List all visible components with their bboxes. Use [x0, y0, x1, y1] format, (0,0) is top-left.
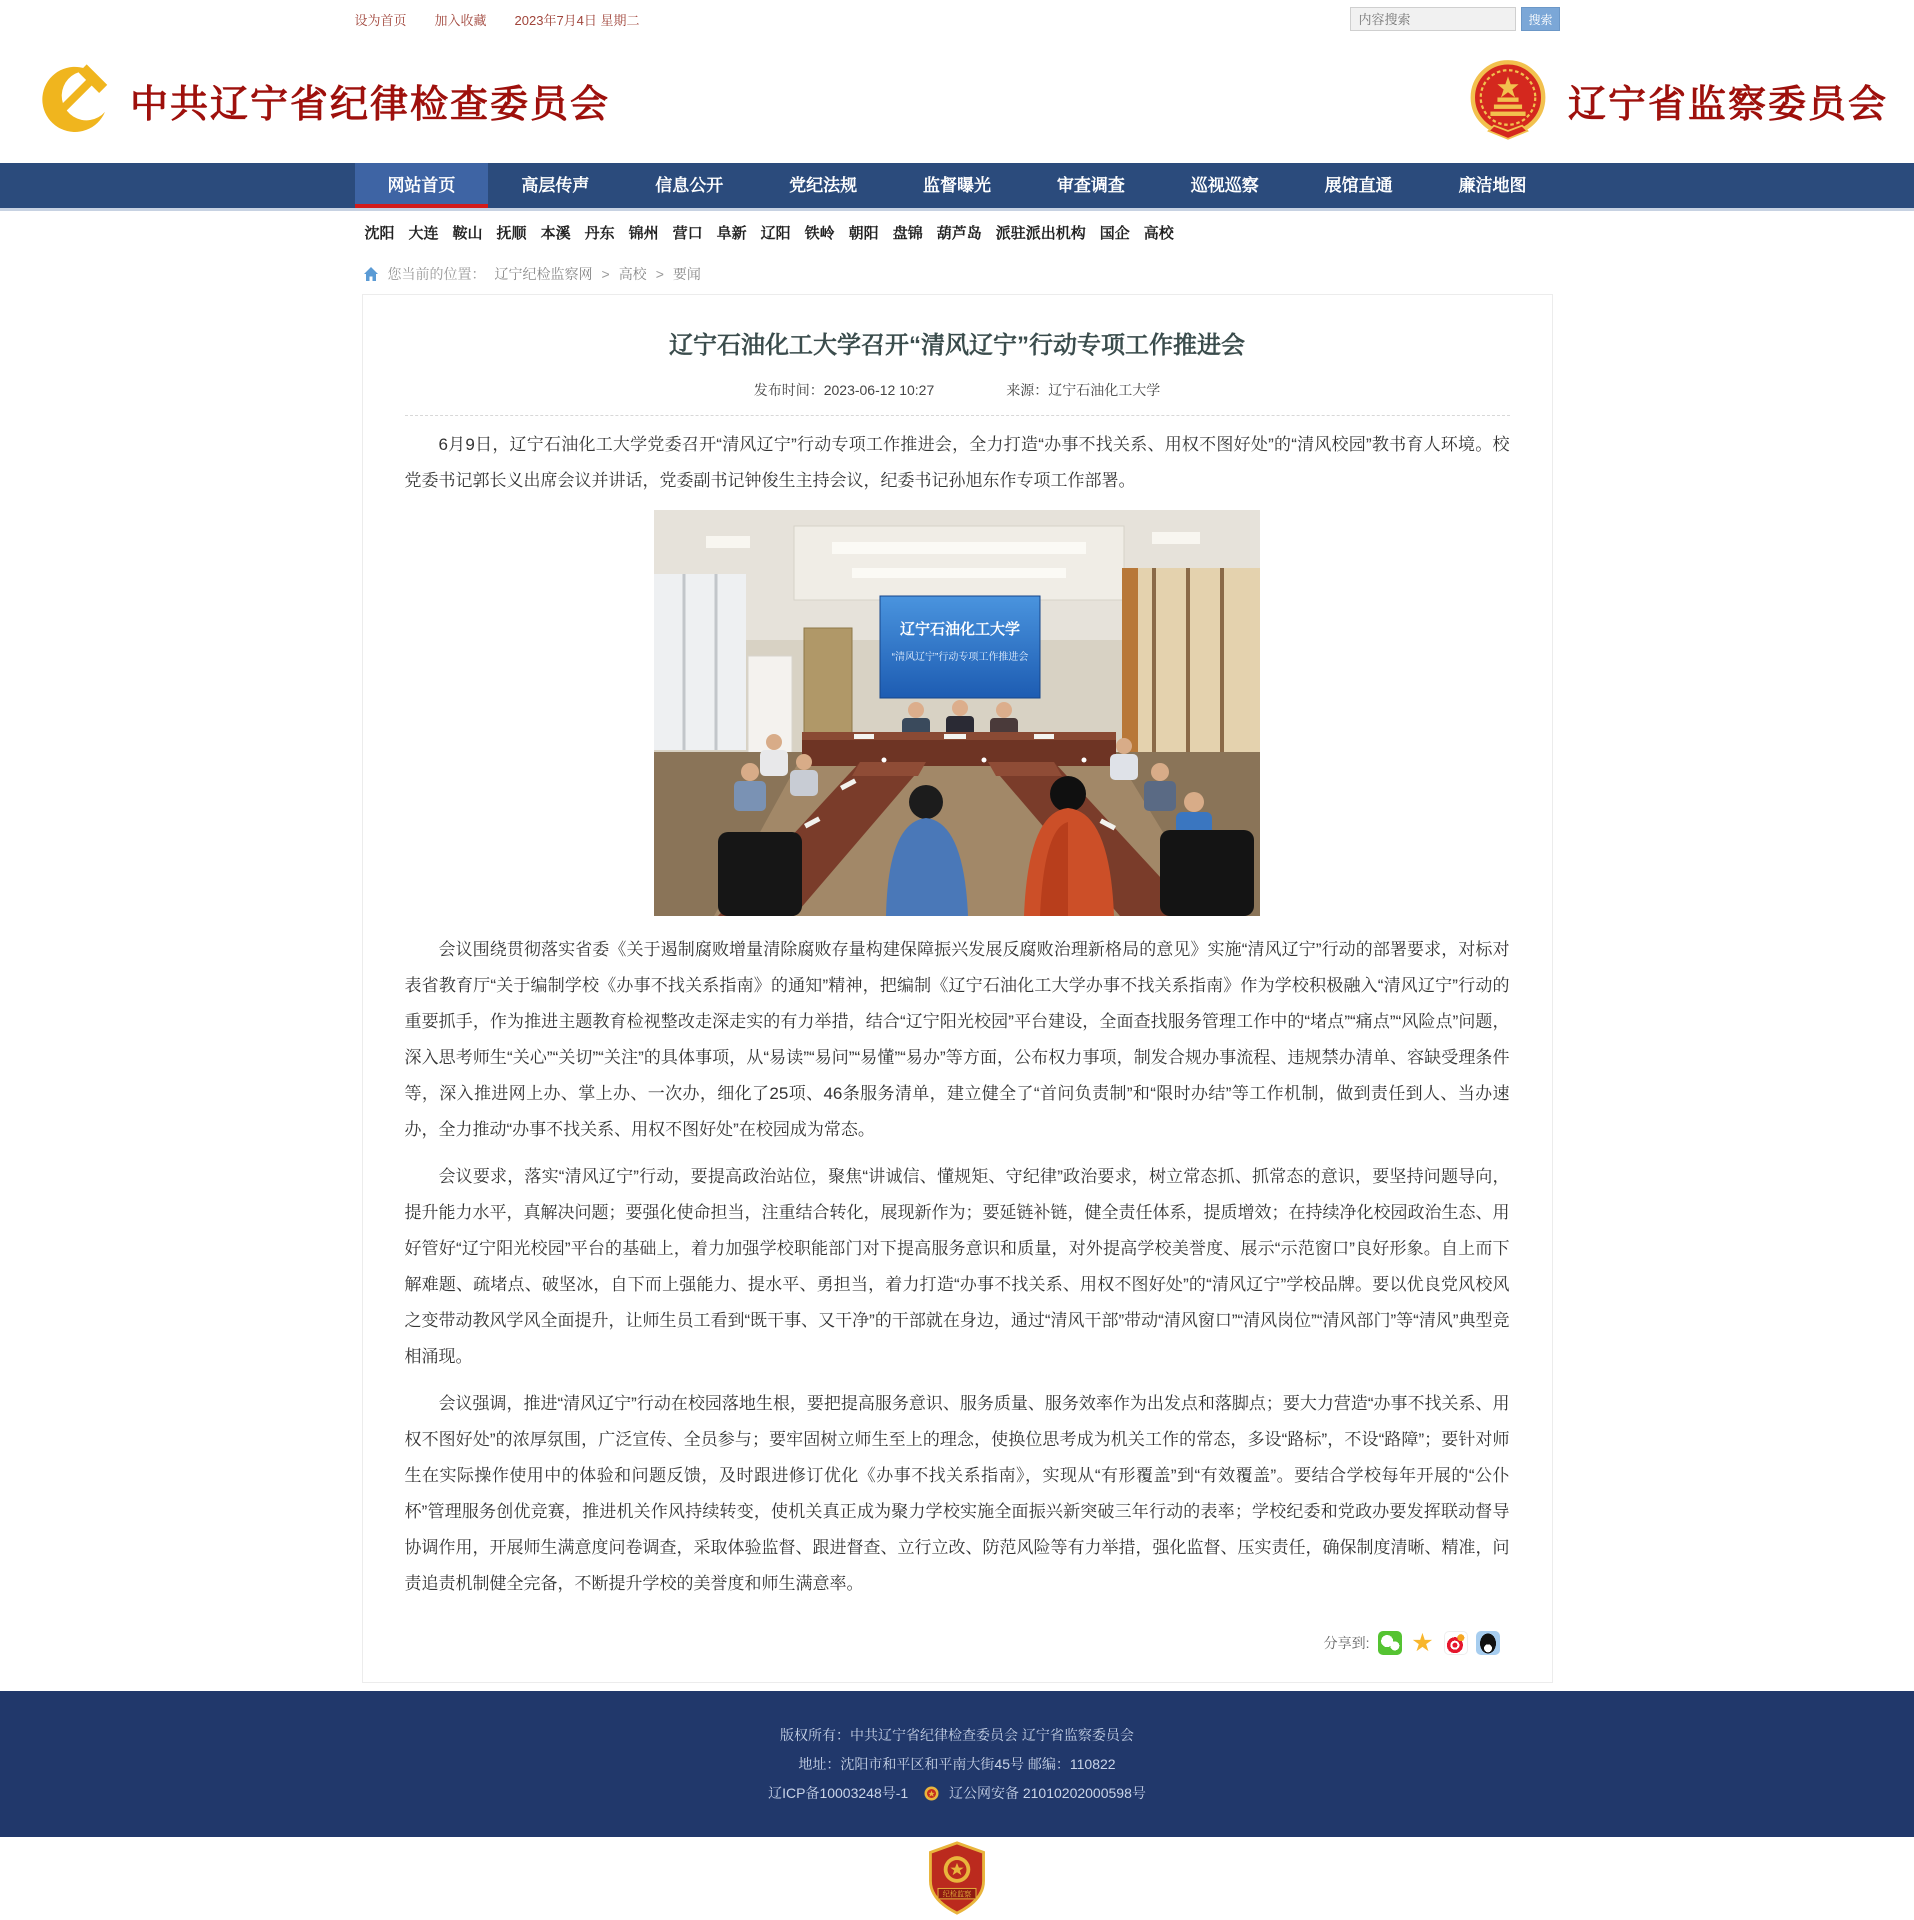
- nav-item-investigations[interactable]: 审查调查: [1056, 176, 1125, 195]
- breadcrumb-prefix: 您当前的位置：: [387, 266, 486, 282]
- nav-item-info-disclosure[interactable]: 信息公开: [655, 176, 724, 195]
- site-title-left: 中共辽宁省纪律检查委员会: [130, 84, 611, 126]
- nav-item-exhibition-hall[interactable]: 展馆直通: [1324, 176, 1393, 195]
- screen-title-line1: 辽宁石油化工大学: [899, 621, 1021, 638]
- wechat-share-icon[interactable]: [1378, 1631, 1402, 1655]
- qq-share-icon[interactable]: [1476, 1631, 1500, 1655]
- footer-copyright: 版权所有：中共辽宁省纪律检查委员会 辽宁省监察委员会: [780, 1727, 1134, 1743]
- subnav-item-fuxin[interactable]: 阜新: [716, 225, 747, 242]
- subnav-item-fushun[interactable]: 抚顺: [496, 225, 527, 242]
- brand-supervisory-commission: [1464, 57, 1888, 145]
- party-emblem-icon: [26, 57, 114, 145]
- discipline-inspection-badge-icon: [926, 1841, 988, 1915]
- article-paragraph: 会议要求，落实“清风辽宁”行动，要提高政治站位，聚焦“讲诚信、懂规矩、守纪律”政治要求，树立常态抓、抓常态的意识，要坚持问题导向，提升能力水平，真解决问题；要强化使命担当，注重结合转化，展现新作为；要延链补链，健全责任体系，提质增效；在持续净化校园政治生态、用好管好“辽宁阳光校园”平台的基础上，着力加强学校职能部门对下提高服务意识和质量，对外提高学校美誉度、展示“示范窗口”良好形象。自上而下解难题、疏堵点、破坚冰，自下而上强能力、提水平、勇担当，着力打造“办事不找关系、用权不图好处”的“清风辽宁”学校品牌。要以优良党风校风之变带动教风学风全面提升，让师生员工看到“既干事、又干净”的干部就在身边，通过“清风干部”带动“清风窗口”“清风岗位”“清风部门”等“清风”典型竞相涌现。: [404, 1167, 1510, 1366]
- subnav-item-yingkou[interactable]: 营口: [672, 225, 703, 242]
- nav-item-voices[interactable]: 高层传声: [521, 176, 590, 195]
- footer-registration: [0, 1782, 1914, 1804]
- article-source: 来源：辽宁石油化工大学: [1006, 382, 1161, 398]
- subnav-item-state-enterprises[interactable]: 国企: [1099, 225, 1130, 242]
- subnav-item-dandong[interactable]: 丹东: [584, 225, 615, 242]
- nav-item-inspection-tours[interactable]: 巡视巡察: [1190, 176, 1259, 195]
- breadcrumb-site[interactable]: 辽宁纪检监察网: [494, 266, 593, 282]
- breadcrumb: [355, 252, 1560, 294]
- subnav-item-huludao[interactable]: 葫芦岛: [936, 225, 982, 242]
- search-button[interactable]: 搜索: [1521, 7, 1559, 31]
- footer-badge-area: [0, 1837, 1914, 1917]
- topbar: [0, 0, 1914, 38]
- article-body: [405, 427, 1510, 1602]
- breadcrumb-separator: >: [601, 266, 610, 282]
- subnav-item-panjin[interactable]: 盘锦: [892, 225, 923, 242]
- share-label: 分享到:: [1323, 1635, 1370, 1651]
- subnav-item-benxi[interactable]: 本溪: [540, 225, 571, 242]
- home-icon: [363, 266, 379, 282]
- breadcrumb-news[interactable]: 要闻: [672, 266, 701, 282]
- police-record-number[interactable]: 辽公网安备 21010202000598号: [948, 1785, 1146, 1801]
- subnav-item-shenyang[interactable]: 沈阳: [364, 225, 395, 242]
- subnav-item-tieling[interactable]: 铁岭: [804, 225, 835, 242]
- subnav-item-dispatched-agencies[interactable]: 派驻派出机构: [995, 225, 1086, 242]
- icp-number[interactable]: 辽ICP备10003248号-1: [768, 1785, 909, 1801]
- article-meta: [405, 380, 1510, 416]
- main-nav: [0, 163, 1914, 211]
- weibo-share-icon[interactable]: [1444, 1631, 1468, 1655]
- conference-room-photo: [654, 510, 1260, 916]
- search-input[interactable]: [1350, 7, 1516, 31]
- site-header: [0, 38, 1914, 163]
- subnav-item-universities[interactable]: 高校: [1143, 225, 1174, 242]
- city-subnav: [355, 211, 1560, 252]
- nav-item-supervision-exposure[interactable]: 监督曝光: [923, 176, 991, 195]
- article: [362, 294, 1553, 1683]
- article-paragraph: 会议强调，推进“清风辽宁”行动在校园落地生根，要把提高服务意识、服务质量、服务效率作为出发点和落脚点；要大力营造“办事不找关系、用权不图好处”的浓厚氛围，广泛宣传、全员参与；要牢固树立师生至上的理念，使换位思考成为机关工作的常态，多设“路标”，不设“路障”；要针对师生在实际操作使用中的体验和问题反馈，及时跟进修订优化《办事不找关系指南》，实现从“有形覆盖”到“有效覆盖”。要结合学校每年开展的“公仆杯”管理服务创优竞赛，推进机关作风持续转变，使机关真正成为聚力学校实施全面振兴新突破三年行动的表率；学校纪委和党政办要发挥联动督导协调作用，开展师生满意度问卷调查，采取体验监督、跟进督查、立行立改、防范风险等有力举措，强化监督、压实责任，确保制度清晰、精准，问责追责机制健全完备，不断提升学校的美誉度和师生满意率。: [404, 1394, 1510, 1593]
- add-favorite-link[interactable]: 加入收藏: [434, 12, 487, 28]
- police-badge-icon: [924, 1786, 939, 1801]
- article-paragraph: 6月9日，辽宁石油化工大学党委召开“清风辽宁”行动专项工作推进会，全力打造“办事不找关系、用权不图好处”的“清风校园”教书育人环境。校党委书记郭长义出席会议并讲话，党委副书记钟俊生主持会议，纪委书记孙旭东作专项工作部署。: [404, 435, 1510, 490]
- share-row: [405, 1630, 1510, 1656]
- badge-label: 纪检监察: [942, 1890, 972, 1899]
- national-emblem-icon: [1464, 57, 1552, 145]
- brand-discipline-commission: [26, 57, 610, 145]
- site-title-right: 辽宁省监察委员会: [1567, 84, 1888, 126]
- subnav-item-chaoyang[interactable]: 朝阳: [848, 225, 879, 242]
- nav-item-integrity-map[interactable]: 廉洁地图: [1458, 176, 1527, 195]
- set-home-link[interactable]: 设为首页: [354, 12, 407, 28]
- breadcrumb-universities[interactable]: 高校: [618, 266, 647, 282]
- nav-item-discipline-regulations[interactable]: 党纪法规: [789, 176, 858, 195]
- subnav-item-jinzhou[interactable]: 锦州: [628, 225, 659, 242]
- footer-address: 地址：沈阳市和平区和平南大街45号 邮编：110822: [798, 1756, 1116, 1772]
- article-title: 辽宁石油化工大学召开“清风辽宁”行动专项工作推进会: [669, 332, 1245, 359]
- subnav-item-dalian[interactable]: 大连: [408, 225, 439, 242]
- nav-item-home[interactable]: 网站首页: [355, 163, 489, 208]
- breadcrumb-separator: >: [655, 266, 664, 282]
- screen-title-line2: “清风辽宁”行动专项工作推进会: [891, 652, 1029, 663]
- article-photo: [405, 510, 1510, 921]
- publish-time: 发布时间：2023-06-12 10:27: [753, 382, 935, 398]
- subnav-item-liaoyang[interactable]: 辽阳: [760, 225, 791, 242]
- article-paragraph: 会议围绕贯彻落实省委《关于遏制腐败增量清除腐败存量构建保障振兴发展反腐败治理新格局的意见》实施“清风辽宁”行动的部署要求，对标对表省教育厅“关于编制学校《办事不找关系指南》的通知”精神，把编制《辽宁石油化工大学办事不找关系指南》作为学校积极融入“清风辽宁”行动的重要抓手，作为推进主题教育检视整改走深走实的有力举措，结合“辽宁阳光校园”平台建设，全面查找服务管理工作中的“堵点”“痛点”“风险点”问题，深入思考师生“关心”“关切”“关注”的具体事项，从“易读”“易问”“易懂”“易办”等方面，公布权力事项，制发合规办事流程、违规禁办清单、容缺受理条件等，深入推进网上办、掌上办、一次办，细化了25项、46条服务清单，建立健全了“首问负责制”和“限时办结”等工作机制，做到责任到人、当办速办，全力推动“办事不找关系、用权不图好处”在校园成为常态。: [404, 940, 1510, 1139]
- qzone-share-icon[interactable]: [1410, 1630, 1436, 1656]
- current-date: 2023年7月4日 星期二: [514, 12, 640, 28]
- footer: [0, 1691, 1914, 1837]
- subnav-item-anshan[interactable]: 鞍山: [452, 225, 483, 242]
